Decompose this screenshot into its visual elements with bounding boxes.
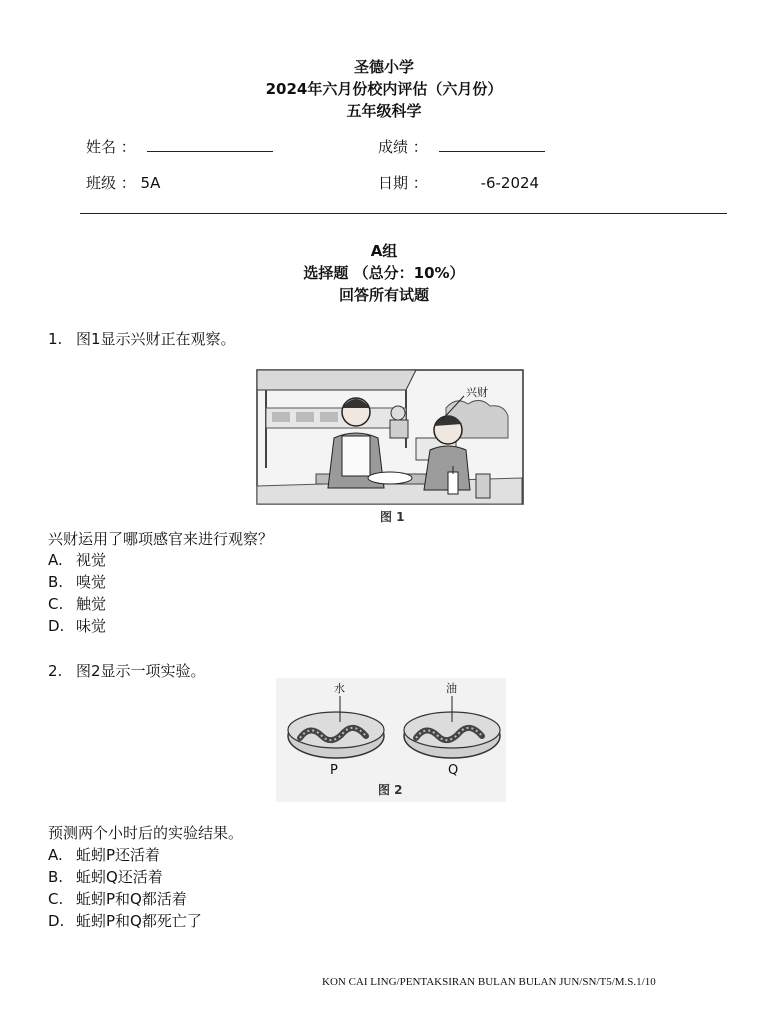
option-letter: C. (48, 890, 64, 908)
figure-2 (276, 678, 506, 802)
question-1-option-d (48, 615, 106, 636)
figure-1-caption: 图 1 (380, 510, 405, 524)
exam-title: 2024年六月份校内评估（六月份） (265, 80, 503, 98)
option-letter: B. (48, 868, 64, 886)
option-letter: D. (48, 912, 65, 930)
question-2-number: 2. (48, 662, 63, 680)
section-subtitle: 选择题 （总分：10%） (303, 264, 465, 282)
question-1-option-b (48, 571, 106, 592)
question-1-text: 兴财运用了哪项感官来进行观察？ (48, 530, 274, 548)
date-label: 日期 ： (378, 174, 428, 192)
school-name: 圣德小学 (353, 58, 414, 76)
option-text: 蚯蚓P和Q都活着 (76, 890, 187, 908)
option-letter: C. (48, 595, 64, 613)
name-field (86, 136, 273, 157)
option-letter: A. (48, 551, 63, 569)
option-text: 蚯蚓Q还活着 (76, 868, 163, 886)
question-1-number: 1. (48, 330, 63, 348)
figure-2-label-water: 水 (334, 682, 345, 695)
name-label: 姓名 ： (86, 138, 136, 156)
option-text: 视觉 (76, 551, 107, 569)
option-text: 蚯蚓P还活着 (76, 846, 161, 864)
score-field (378, 136, 545, 157)
section-instruction: 回答所有试题 (338, 286, 429, 304)
page-footer: KON CAI LING/PENTAKSIRAN BULAN BULAN JUN/SN/T5/M.S.1/10 (322, 976, 656, 988)
question-1-stem (48, 328, 236, 349)
question-2-text: 预测两个小时后的实验结果。 (48, 824, 244, 842)
option-text: 味觉 (76, 617, 107, 635)
divider-line (80, 213, 727, 214)
option-text: 嗅觉 (76, 573, 107, 591)
question-2-option-d (48, 910, 202, 931)
question-1-option-c (48, 593, 106, 614)
option-letter: B. (48, 573, 64, 591)
score-blank (439, 139, 545, 152)
question-1-option-a (48, 549, 106, 570)
date-value: -6-2024 (480, 174, 540, 192)
figure-2-caption: 图 2 (378, 783, 403, 797)
question-1-stem-text: 图1显示兴财正在观察。 (76, 330, 236, 348)
option-text: 触觉 (76, 595, 107, 613)
section-title: A组 (370, 242, 398, 260)
option-text: 蚯蚓P和Q都死亡了 (76, 912, 202, 930)
question-2-option-a (48, 844, 160, 865)
figure-1-label: 兴财 (466, 386, 488, 399)
question-2-option-c (48, 888, 187, 909)
figure-1 (256, 368, 524, 528)
question-2-stem-text: 图2显示一项实验。 (76, 662, 206, 680)
name-blank (147, 139, 273, 152)
figure-2-label-oil: 油 (446, 682, 457, 695)
figure-2-label-p: P (330, 763, 338, 778)
score-label: 成绩 ： (378, 138, 428, 156)
question-2-option-b (48, 866, 163, 887)
figure-2-label-q: Q (448, 763, 459, 778)
option-letter: D. (48, 617, 65, 635)
date-field (378, 172, 539, 193)
question-2-stem (48, 660, 206, 681)
option-letter: A. (48, 846, 63, 864)
class-field: 班级 ： 5A (86, 174, 161, 192)
subject-title: 五年级科学 (346, 102, 422, 120)
